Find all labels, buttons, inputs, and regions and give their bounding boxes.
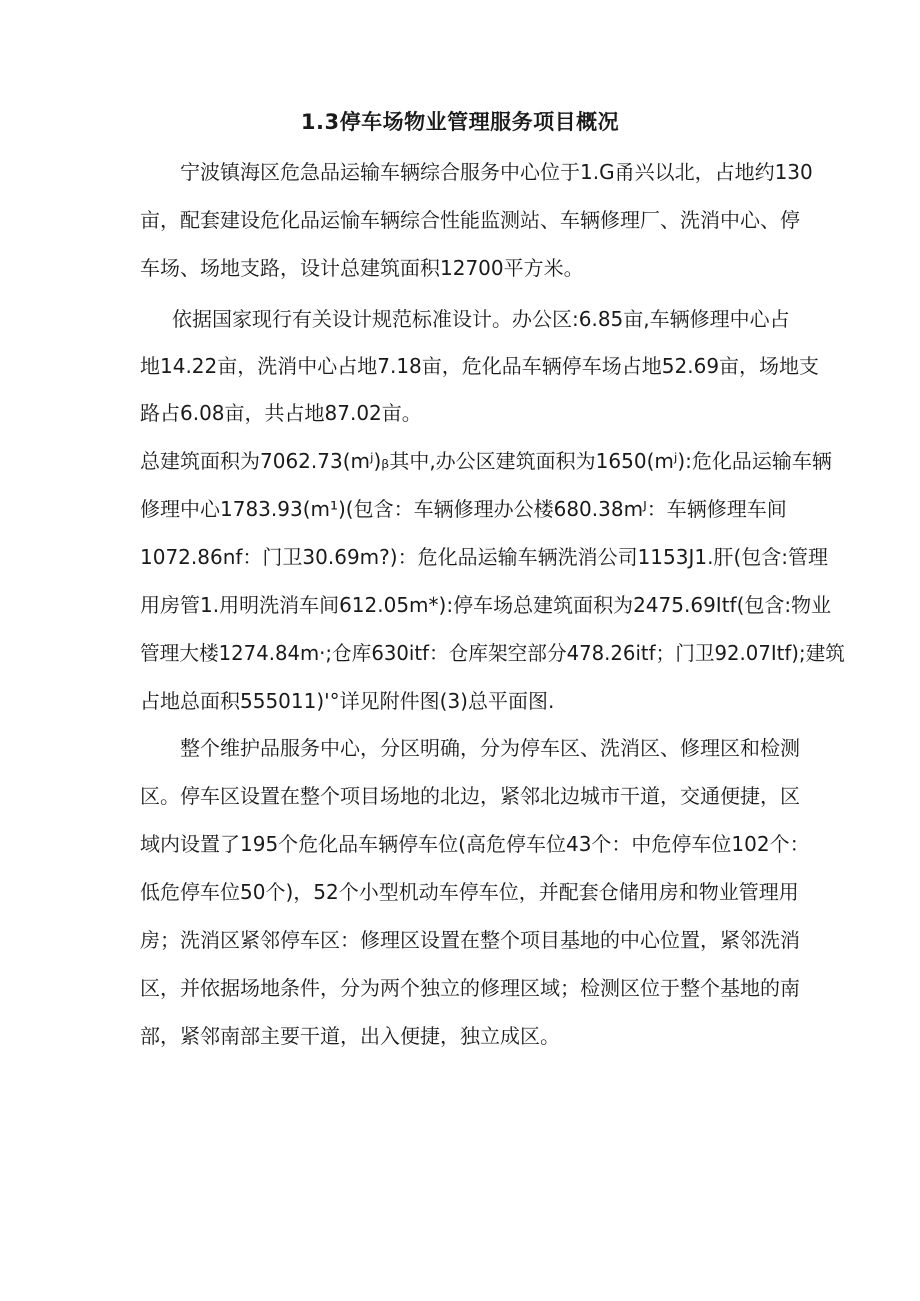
- paragraph-3-line-1: 总建筑面积为7062.73(mʲ)ᵦ其中,办公区建筑面积为1650(mʲ):危化品运输车辆: [140, 449, 832, 473]
- paragraph-4-line-6: 区，并依据场地条件，分为两个独立的修理区域；检测区位于整个基地的南: [140, 976, 800, 1000]
- paragraph-3-line-3: 1072.86nf：门卫30.69m?)：危化品运输车辆洗消公司1153J1.肝(包含:管理: [140, 545, 828, 569]
- paragraph-3-line-2: 修理中心1783.93(m¹)(包含：车辆修理办公楼680.38mᴶ：车辆修理车间: [140, 497, 787, 521]
- paragraph-4-line-1: 整个维护品服务中心，分区明确，分为停车区、洗消区、修理区和检测: [180, 736, 800, 760]
- paragraph-2-line-3: 路占6.08亩，共占地87.02亩。: [140, 401, 422, 425]
- paragraph-1-line-3: 车场、场地支路，设计总建筑面积12700平方米。: [140, 256, 584, 280]
- paragraph-4-line-4: 低危停车位50个)，52个小型机动车停车位，并配套仓储用房和物业管理用: [140, 880, 799, 904]
- paragraph-3-line-5: 管理大楼1274.84m‧;仓库630itf：仓库架空部分478.26itf；门卫92.07Itf);建筑: [140, 641, 845, 665]
- paragraph-4-line-5: 房；洗消区紧邻停车区：修理区设置在整个项目基地的中心位置，紧邻洗消: [140, 928, 800, 952]
- paragraph-1-line-2: 亩，配套建设危化品运愉车辆综合性能监测站、车辆修理厂、洗消中心、停: [140, 208, 800, 232]
- paragraph-3-line-6: 占地总面积555011)'°详见附件图(3)总平面图.: [140, 689, 555, 713]
- paragraph-2-line-1: 依据国家现行有关设计规范标准设计。办公区:6.85亩,车辆修理中心占: [172, 307, 790, 331]
- paragraph-4-line-3: 域内设置了195个危化品车辆停车位(高危停车位43个：中危停车位102个：: [140, 832, 810, 856]
- paragraph-3-line-4: 用房管1.用明洗消车间612.05m*):停车场总建筑面积为2475.69Itf(包含:物业: [140, 593, 832, 617]
- section-title: 1.3停车场物业管理服务项目概况: [300, 110, 620, 134]
- paragraph-1-line-1: 宁波镇海区危急品运输车辆综合服务中心位于1.G甬兴以北，占地约130: [180, 160, 813, 184]
- paragraph-4-line-7: 部，紧邻南部主要干道，出入便捷，独立成区。: [140, 1024, 560, 1048]
- paragraph-2-line-2: 地14.22亩，洗消中心占地7.18亩，危化品车辆停车场占地52.69亩，场地支: [140, 354, 820, 378]
- paragraph-4-line-2: 区。停车区设置在整个项目场地的北边，紧邻北边城市干道，交通便捷，区: [140, 784, 800, 808]
